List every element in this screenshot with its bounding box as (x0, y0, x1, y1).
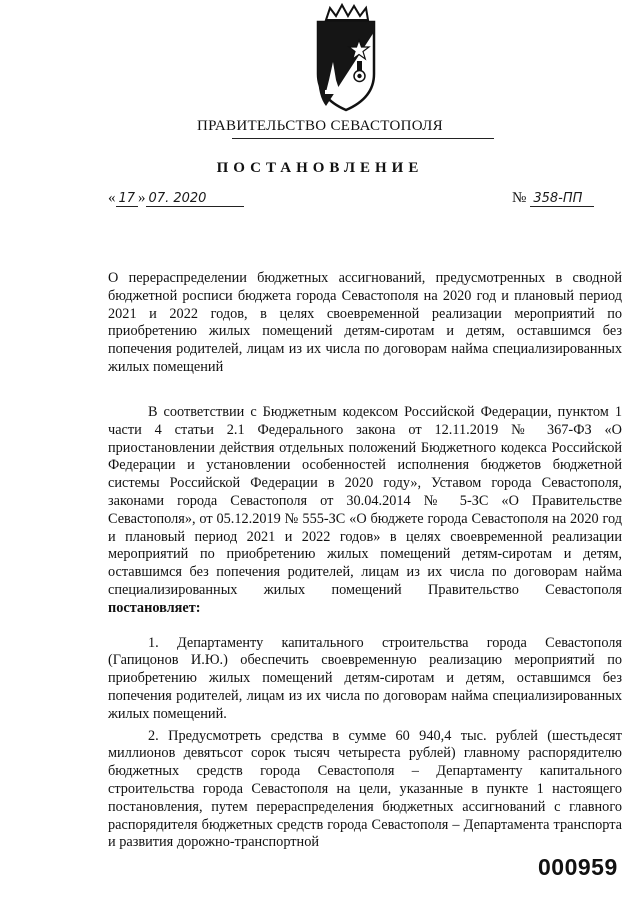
preamble-paragraph (108, 404, 622, 618)
document-type: ПОСТАНОВЛЕНИЕ (216, 160, 424, 176)
decree-date (108, 190, 244, 207)
date-open-quote: « (108, 190, 116, 206)
date-month-year: 07. 2020 (146, 191, 244, 207)
serial-number: 000959 (538, 854, 618, 880)
date-day: 17 (116, 191, 139, 207)
number-value: 358-ПП (530, 191, 594, 207)
number-sign: № (512, 190, 527, 206)
decree-number (512, 190, 594, 207)
date-close-quote: » (138, 190, 146, 206)
resolves-keyword: постановляет: (108, 599, 201, 616)
decree-subject: О перераспределении бюджетных ассигнований, предусмотренных в сводной бюджетной росписи бюджета города Севастополя на 2020 год и плановый период 2021 и 2022 годов, в целях своевременной реализации мероприятий по приобретению жилых помещений детям-сиротам и детям, оставшимся без попечения родителей, лицам из их числа по договорам найма специализированных жилых помещений (108, 270, 622, 375)
decree-body (108, 404, 622, 852)
title-underline (232, 138, 494, 139)
government-title: ПРАВИТЕЛЬСТВО СЕВАСТОПОЛЯ (197, 118, 443, 134)
sevastopol-coat-of-arms-icon (296, 2, 396, 114)
preamble-text: В соответствии с Бюджетным кодексом Российской Федерации, пунктом 1 части 4 статьи 2.1 Федерального закона от 12.11.2019 № 367-ФЗ «О приостановлении действия отдельных положений Бюджетного кодекса Российской Федерации и установлении особенностей исполнения бюджетов бюджетной системы Российской Федерации в 2020 году», Уставом города Севастополя, законами города Севастополя от 30.04.2014 № 5-ЗС «О Правительстве Севастополя», от 05.12.2019 № 555-ЗС «О бюджете города Севастополя на 2020 год и плановый период 2021 и 2022 годов» в целях своевременной реализации мероприятий по приобретению жилых помещений детям-сиротам и детям, оставшимся без попечения родителей, лицам из их числа по договорам найма специализированных жилых помещений Правительство Севастополя (108, 404, 622, 598)
clause-2: 2. Предусмотреть средства в сумме 60 940,4 тыс. рублей (шестьдесят миллионов девятьсот сорок тысяч четыреста рублей) главному распорядителю бюджетных средств города Севастополя – Департаменту капитального строительства города Севастополя на цели, указанные в пункте 1 настоящего постановления, путем перераспределения бюджетных ассигнований с главного распорядителя бюджетных средств города Севастополя – Департамента транспорта и развития дорожно-транспортной (108, 727, 622, 851)
clause-1: 1. Департаменту капитального строительства города Севастополя (Гапицонов И.Ю.) обеспечить своевременную реализацию мероприятий по приобретению жилых помещений детям-сиротам и детям, оставшимся без попечения родителей, лицам из их числа по договорам найма специализированных жилых помещений. (108, 634, 622, 722)
